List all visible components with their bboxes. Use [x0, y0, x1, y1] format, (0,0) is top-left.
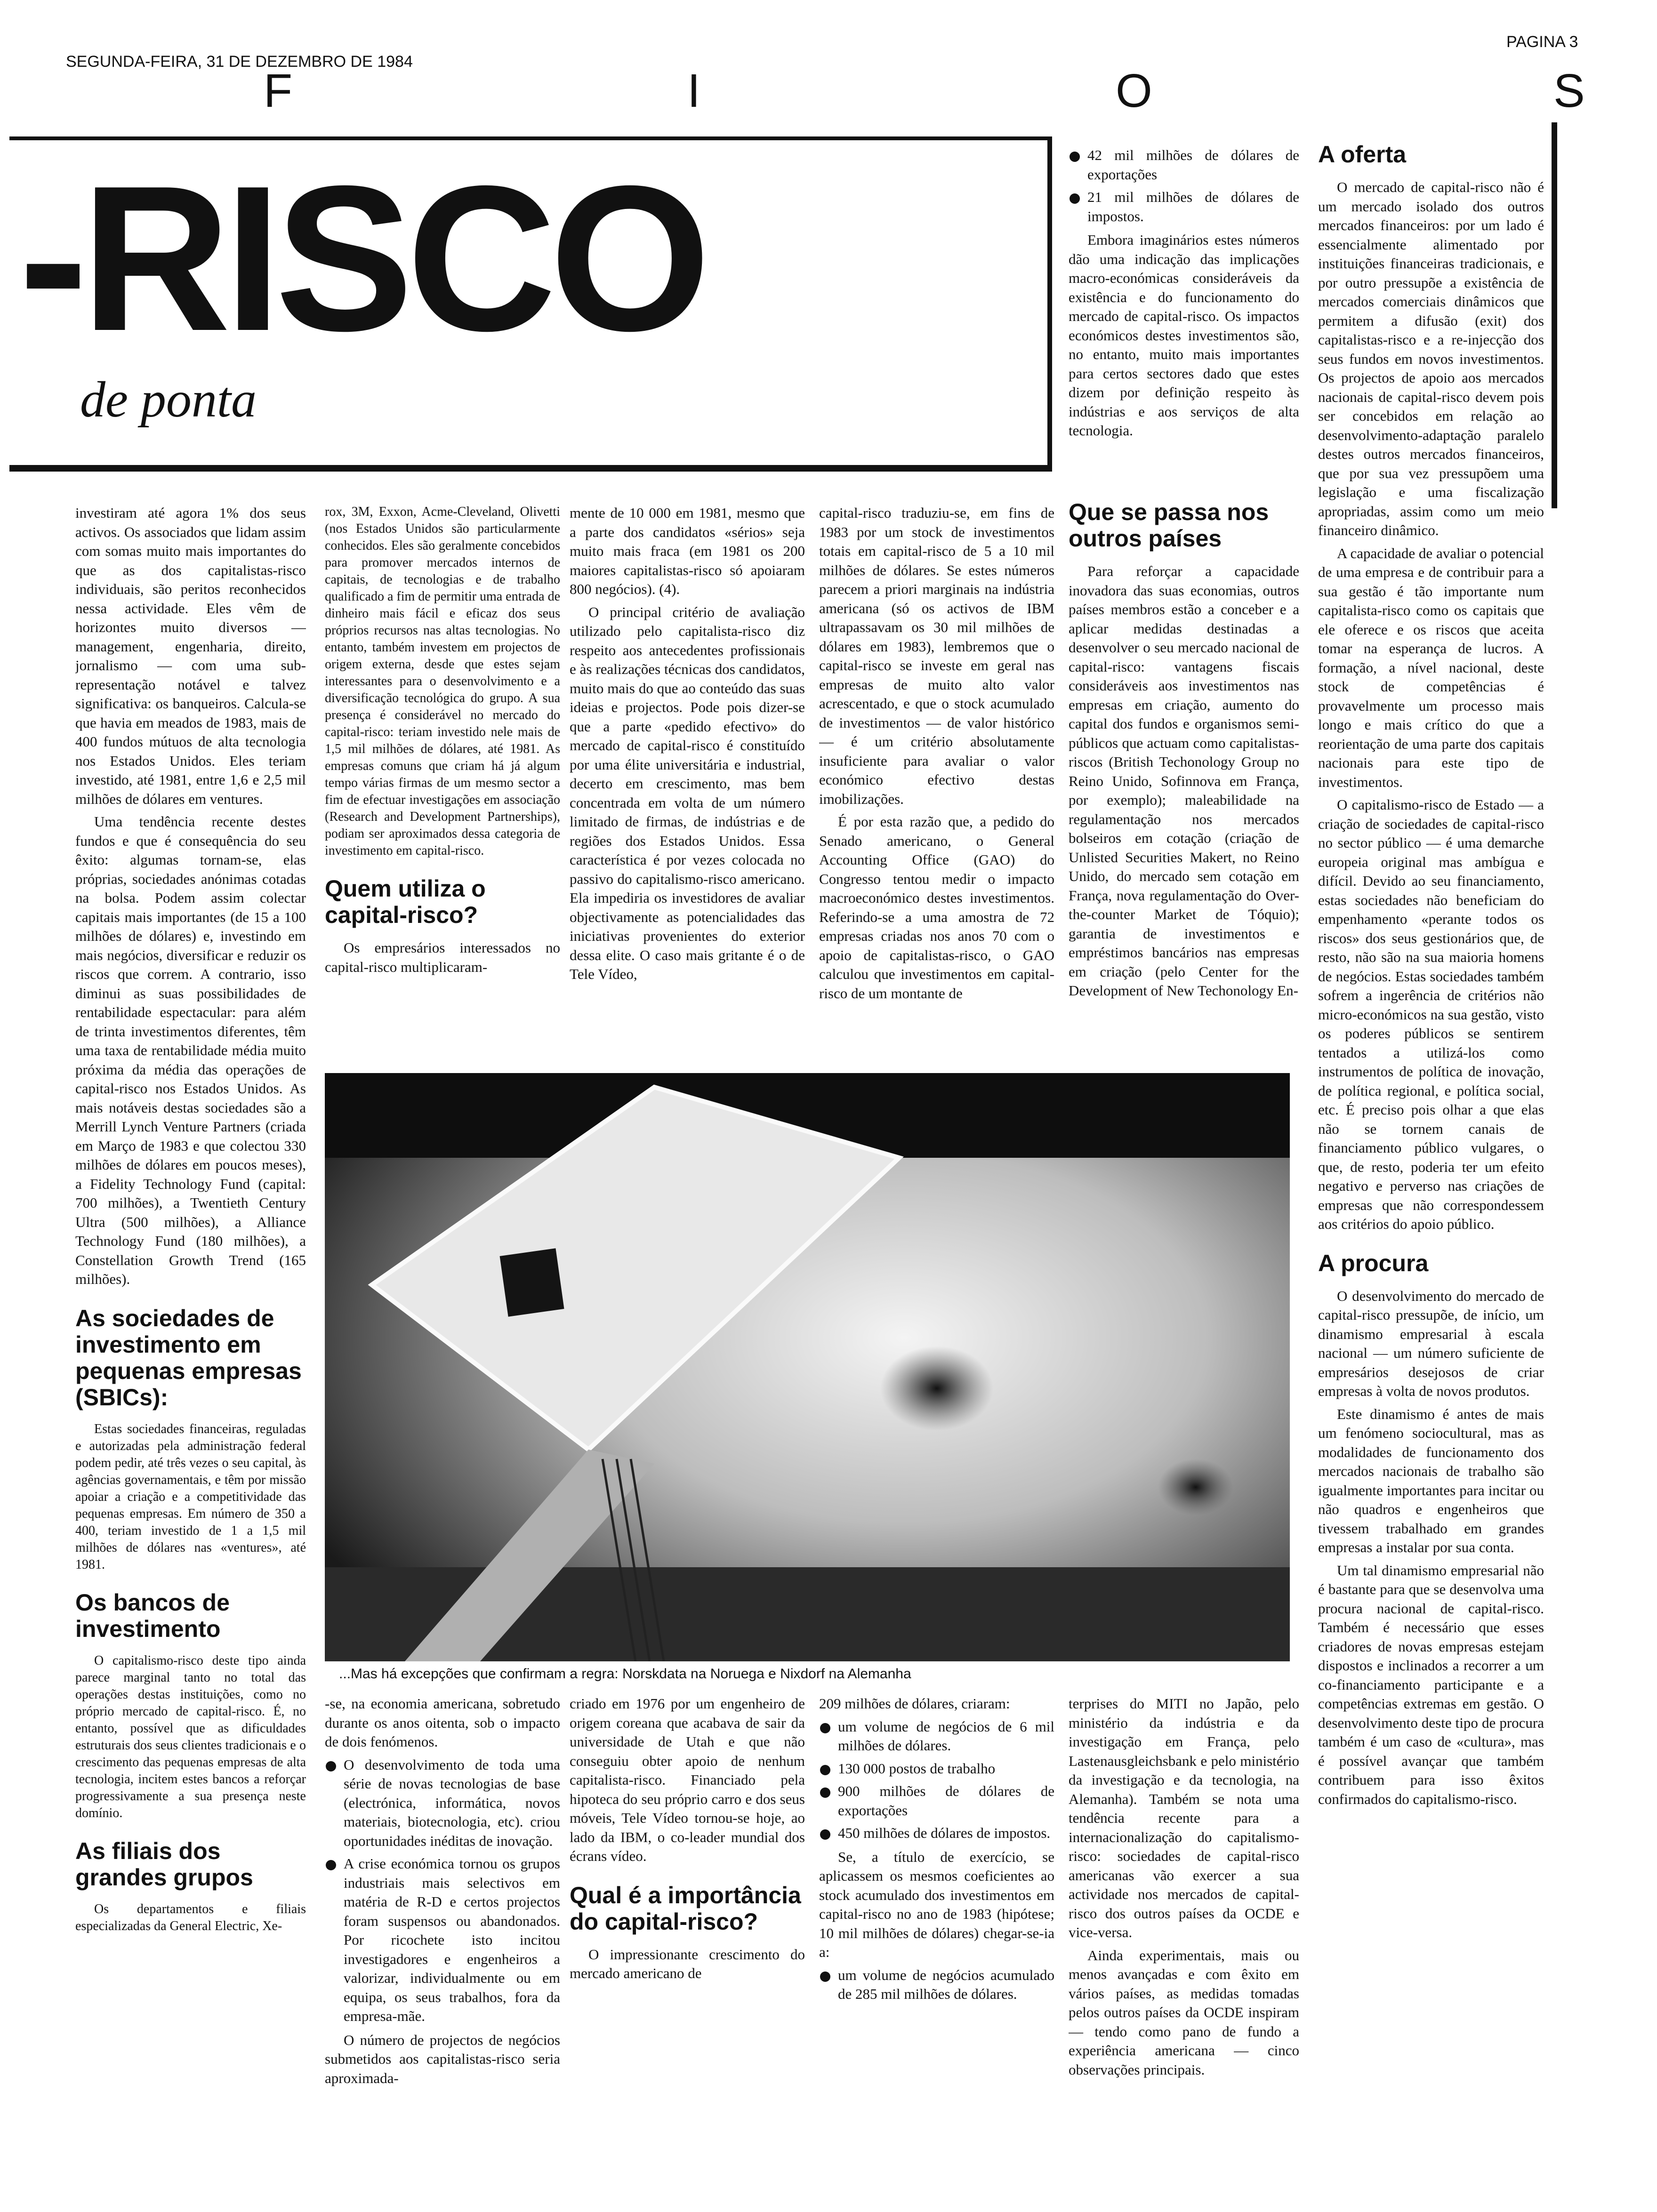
list-item: 900 milhões de dólares de exportações — [819, 1782, 1054, 1820]
paragraph: Um tal dinamismo empresarial não é bastante para que se desenvolva uma procura nacional de capital-risco. Também é necessário que esses criadores de novas empresas estejam dispostos e inclinados a recorrer a um co-financiamento participante e a competências extremas em gestão. O desenvolvimento deste tipo de procura também é um caso de «cultura», mas é possível avançar que também contribuem para isso êxitos confirmados do capitalismo-risco. — [1318, 1562, 1544, 1807]
bottom-column-5 — [1069, 1694, 1299, 2193]
paragraph: O desenvolvimento do mercado de capital-risco pressupõe, de início, um dinamismo empresarial à escala nacional — um número suficiente de empresários desejosos de criar empresas à volta de novos produtos. — [1318, 1287, 1544, 1399]
section-heading-bancos: Os bancos de investimento — [75, 1589, 230, 1642]
paragraph: Os empresários interessados no capital-risco multiplicaram- — [325, 939, 560, 975]
section-heading-filiais: As filiais dos grandes grupos — [75, 1837, 253, 1891]
masthead-letter-s: S — [1553, 64, 1585, 117]
paragraph: O capitalismo-risco de Estado — a criação de sociedades de capital-risco no sector público — é uma demarche europeia original mas ambígua e difícil. Devido ao seu financiamento, estas sociedades não beneficiam do empenhamento «perante todos os riscos» dos seus gestionários que, de resto, não são na sua maioria homens de negócios. Estas sociedades também sofrem a ingerência de critérios não micro-económicos na sua gestão, visto os poderes públicos se sentirem tentados a utilizá-los como instrumentos de política de inovação, de política regional, e política social, etc. É preciso pois olhar a que elas não se tornem canais de financiamento público vulgares, o que, de resto, poderia ter um efeito negativo e perverso nas criações de empresas que não correspondessem aos critérios do apoio público. — [1318, 796, 1544, 1232]
bottom-column-2 — [325, 1694, 560, 2193]
section-heading-outros-paises: Que se passa nos outros países — [1069, 499, 1269, 552]
stat-taxes: 21 mil milhões de dólares de impostos. — [1069, 188, 1299, 226]
list-item: 130 000 postos de trabalho — [819, 1759, 1054, 1779]
section-heading-procura: A procura — [1318, 1250, 1429, 1276]
paragraph: O capitalismo-risco deste tipo ainda parece marginal tanto no total das operações destas instituições, como no próprio mercado de capital-risco. É, no entanto, possível que as dificuldades estruturais dos seus clientes tradicionais e o crescimento das pequenas empresas de alta tecnologia, incitem estes bancos a reforçar progressivamente a sua presença neste domínio. — [75, 1653, 306, 1820]
list-item: O desenvolvimento de toda uma série de novas tecnologias de base (electrónica, informática, novos materiais, biotecnologia, etc). criou oportunidades inéditas de inovação. — [325, 1755, 560, 1851]
paragraph: rox, 3M, Exxon, Acme-Cleveland, Olivetti (nos Estados Unidos são particularmente conhecidos. Eles são geralmente concebidos para promover mercados internos de capitais, de tecnologias e de trabalho qualificado a fim de permitir uma entrada de dinheiro mais fácil e eficaz dos seus próprios recursos nas altas tecnologias. No entanto, também investem em projectos de origem externa, desde que estes sejam interessantes para o desenvolvimento e a diversificação tecnológica do grupo. A sua presença é considerável no mercado do capital-risco: teriam investido nele mais de 1,5 mil milhões de dólares, até 1981. As empresas comuns que criam há já algum tempo várias firmas de um mesmo sector a fim de efectuar investigações em associação (Research and Development Partnerships), podiam ser aproximados dessa categoria de investimento em capital-risco. — [325, 505, 560, 858]
paragraph: Uma tendência recente destes fundos e que é consequência do seu êxito: algumas tornam-se, elas próprias, sociedades anónimas cotadas na bolsa. Podem assim colectar capitais mais importantes (de 15 a 100 milhões de dólares) e, investindo em mais negócios, diversificar e reduzir os riscos que correm. A contrario, isso diminui as suas possibilidades de rentabilidade espectacular: para além de trinta investimentos diferentes, têm uma taxa de rentabilidade média muito próxima da média das operações de capital-risco nos Estados Unidos. As mais notáveis destas sociedades são a Merrill Lynch Venture Partners (criada em Março de 1983 e que colectou 330 milhões de dólares em poucos meses), a Fidelity Technology Fund (capital: 700 milhões), a Twentieth Century Ultra (500 milhões), a Alliance Technology Fund (180 milhões), a Constellation Growth Trend (165 milhões). — [75, 813, 306, 1287]
paragraph: capital-risco traduziu-se, em fins de 1983 por um stock de investimentos totais em capital-risco de 5 a 10 mil milhões de dólares. Se estes números parecem a priori marginais na indústria americana (só os activos de IBM ultrapassavam os 30 mil milhões de dólares em 1983), lembremos que o capital-risco se investe em geral nas empresas de muito alto valor acrescentado, e que o stock acumulado de investimentos — de valor histórico — é um critério absolutamente insuficiente para avaliar o valor económico efectivo destas imobilizações. — [819, 505, 1054, 807]
photo-chip-image — [325, 1073, 1290, 1661]
masthead-letter-o: O — [1116, 64, 1152, 117]
paragraph: criado em 1976 por um engenheiro de origem coreana que acabava de sair da universidade de Utah e que não conseguiu obter apoio de nenhum capitalista-risco. Financiado pela hipoteca do seu próprio carro e dos seus móveis, Tele Vídeo tornou-se hoje, ao lado da IBM, o co-leader mundial dos écrans vídeo. — [570, 1695, 805, 1864]
column-4 — [819, 504, 1054, 1064]
column-6 — [1318, 141, 1544, 2188]
column-1 — [75, 504, 306, 2188]
headline-title: -RISCO — [19, 143, 704, 374]
page-date: SEGUNDA-FEIRA, 31 DE DEZEMBRO DE 1984 — [66, 53, 413, 71]
section-heading-quem-utiliza: Quem utiliza o capital-risco? — [325, 875, 486, 928]
paragraph: Embora imaginários estes números dão uma indicação das implicações macro-económicas consideráveis da existência e do funcionamento do mercado de capital-risco. Os impactos económicos destes investimentos são, no entanto, muito mais importantes para certos sectores dado que estes dizem por definição respeito às indústrias e aos serviços de alta tecnologia. — [1069, 232, 1299, 439]
headline-subtitle: de ponta — [80, 372, 257, 428]
paragraph: Se, a título de exercício, se aplicassem os mesmos coeficientes ao stock acumulado dos investimentos em capital-risco no ano de 1983 (hipótese; 10 mil milhões de dólares) chegar-se-ia a: — [819, 1848, 1054, 1960]
section-heading-sbics: As sociedades de investimento em pequenas empresas (SBICs): — [75, 1305, 302, 1411]
paragraph: O mercado de capital-risco não é um mercado isolado dos outros mercados financeiros: por um lado é essencialmente alimentado por instituições financeiras tradicionais, e por outro pressupõe a existência de mercados comerciais dinâmicos que permitem a difusão (exit) dos capitalistas-risco e a re-injecção dos seus fundos em novos investimentos. Os projectos de apoio aos mercados nacionais de capital-risco devem pois ser concebidos em relação ao desenvolvimento-adaptação paralelo destes outros mercados financeiros, que por sua vez pressupõem uma legislação e uma fiscalização apropriadas, assim como um meio financeiro dinâmico. — [1318, 179, 1544, 538]
paragraph: 209 milhões de dólares, criaram: — [819, 1695, 1010, 1712]
list-item: A crise económica tornou os grupos industriais mais selectivos em matéria de R-D e certos projectos foram suspensos ou abandonados. Por ricochete isto incitou investigadores e engenheiros a valorizar, individualmente ou em equipa, os seus trabalhos, fora da empresa-mãe. — [325, 1854, 560, 2026]
section-heading-importancia: Qual é a importância do capital-risco? — [570, 1882, 801, 1935]
section-heading-oferta: A oferta — [1318, 141, 1407, 168]
list-item: 450 milhões de dólares de impostos. — [819, 1824, 1054, 1843]
list-item: um volume de negócios de 6 mil milhões de dólares. — [819, 1717, 1054, 1755]
paragraph: O número de projectos de negócios submetidos aos capitalistas-risco seria aproximada- — [325, 2031, 560, 2086]
paragraph: A capacidade de avaliar o potencial de uma empresa e de contribuir para a sua gestão é tão importante num capitalista-risco como os capitais que ele oferece e os riscos que aceita tomar na esperança de lucros. A formação, a nível nacional, deste stock de competências é provavelmente um processo mais longo e mais crítico do que a reorientação de uma parte dos capitais nacionais para este tipo de investimentos. — [1318, 545, 1544, 790]
paragraph: Para reforçar a capacidade inovadora das suas economias, outros países membros estão a conceber e a aplicar medidas destinadas a desenvolver o seu mercado nacional de capital-risco: vantagens fiscais consideráveis aos investimentos nas empresas em criação, aumento do capital dos fundos e organismos semi-públicos que actuam como capitalistas-riscos (British Techonology Group no Reino Unido, Sofinnova em França, por exemplo); maleabilidade na regulamentação nos mercados bolseiros em cotação (criação de Unlisted Securities Makert, no Reino Unido, do mercado sem cotação em França, nova regulamentação do Over-the-counter Market de Tóquio); garantia de investimentos e empréstimos bancários nas empresas em criação (pelo Center for the Development of New Techonology En- — [1069, 563, 1299, 999]
column-2 — [325, 504, 560, 1064]
paragraph: mente de 10 000 em 1981, mesmo que a parte dos candidatos «sérios» seja muito mais fraca (em 1981 os 200 maiores capitalistas-risco só apoiaram 800 negócios). (4). — [570, 505, 805, 597]
bottom-column-4 — [819, 1694, 1054, 2193]
paragraph: O impressionante crescimento do mercado americano de — [570, 1946, 805, 1981]
paragraph: É por esta razão que, a pedido do Senado americano, o General Accounting Office (GAO) do Congresso tentou medir o impacto macroeconómico destes investimentos. Referindo-se a uma amostra de 72 empresas criadas nos anos 70 com o apoio de capitalistas-risco, o GAO calculou que investimentos em capital-risco de um montante de — [819, 813, 1054, 1002]
masthead-letter-f: F — [264, 64, 293, 117]
top-column-3 — [1069, 146, 1299, 475]
paragraph: Estas sociedades financeiras, reguladas e autorizadas pela administração federal podem pedir, até três vezes o seu capital, às agências governamentais, e têm por missão apoiar a criação e a competitividade das pequenas empresas. Em número de 350 a 400, teriam investido de 1 a 1,5 mil milhões de dólares nas «ventures», até 1981. — [75, 1421, 306, 1572]
page-number: PAGINA 3 — [1506, 33, 1578, 51]
photo-caption: ...Mas há excepções que confirmam a regra: Norskdata na Noruega e Nixdorf na Alemanha — [339, 1666, 911, 1682]
paragraph: Este dinamismo é antes de mais um fenómeno sociocultural, mas as modalidades de funcionamento dos mercados nacionais de trabalho são igualmente importantes para incitar ou não quadros e engenheiros que tivessem trabalhado em grandes empresas a instalar por sua conta. — [1318, 1405, 1544, 1555]
list-item: um volume de negócios acumulado de 285 mil milhões de dólares. — [819, 1966, 1054, 2004]
paragraph: Ainda experimentais, mais ou menos avançadas e com êxito em vários países, as medidas tomadas pelos outros países da OCDE inspiram — tendo como pano de fundo a experiência americana — cinco observações principais. — [1069, 1947, 1299, 2078]
column-3 — [570, 504, 805, 1064]
paragraph: investiram até agora 1% dos seus activos. Os associados que lidam assim com somas muito mais importantes do que as dos capitalistas-risco individuais, são peritos reconhecidos nessa actividade. Eles vêm de horizontes muito diversos — management, engenharia, direito, jornalismo — com uma sub-representação notável e talvez significativa: os banqueiros. Calcula-se que havia em meados de 1983, mais de 400 fundos mútuos de alta tecnologia nos Estados Unidos. Eles teriam investido, até 1981, entre 1,6 e 2,5 mil milhões de dólares em ventures. — [75, 505, 306, 807]
masthead-letter-i: I — [687, 64, 700, 117]
bottom-column-3 — [570, 1694, 805, 2193]
stat-exports: 42 mil milhões de dólares de exportações — [1069, 146, 1299, 184]
article-photo — [325, 1073, 1290, 1661]
paragraph: O principal critério de avaliação utilizado pelo capitalista-risco diz respeito aos antecedentes profissionais e às realizações técnicas dos candidatos, muito mais do que ao conteúdo das suas ideias e projectos. Pode pois dizer-se que a parte «pedido efectivo» do mercado de capital-risco é constituído por uma élite universitária e industrial, decerto em crescimento, mas bem concentrada em volta de um número limitado de firmas, de indústrias e de regiões dos Estados Unidos. Essa característica é por vezes colocada no passivo do capitalismo-risco americano. Ela impediria os investidores de avaliar objectivamente as potencialidades das iniciativas provenientes do exterior dessa elite. O caso mais gritante é o de Tele Vídeo, — [570, 603, 805, 982]
paragraph: Os departamentos e filiais especializadas da General Electric, Xe- — [75, 1901, 306, 1933]
paragraph: -se, na economia americana, sobretudo durante os anos oitenta, sob o impacto de dois fenómenos. — [325, 1695, 560, 1750]
paragraph: terprises do MITI no Japão, pelo ministério da indústria e da investigação em França, pelo Lastenausgleichsbank e pelo ministério da investigação e da tecnologia, na Alemanha). Também se nota uma tendência recente para a internacionalização do capitalismo-risco: sociedades de capital-risco americanas vão exercer a sua actividade nos mercados de capital-risco dos outros países da OCDE e vice-versa. — [1069, 1695, 1299, 1940]
oferta-box-border — [1552, 122, 1557, 508]
column-5 — [1069, 499, 1299, 1064]
